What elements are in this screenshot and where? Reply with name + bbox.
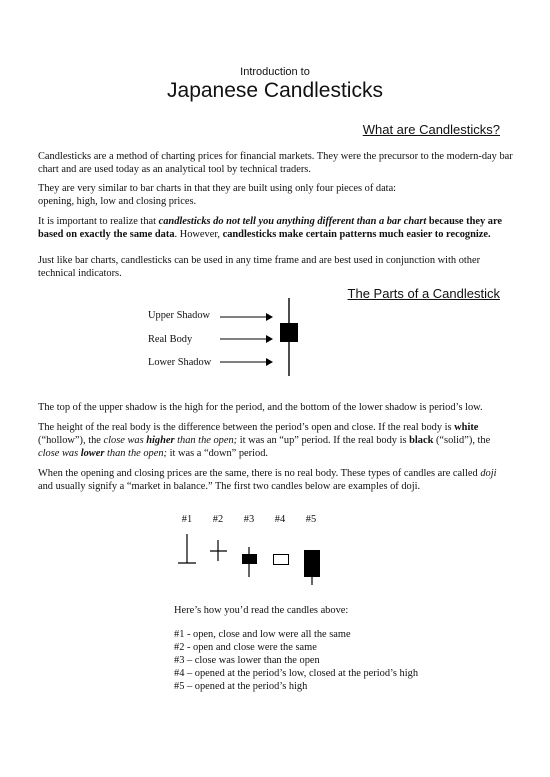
examples-intro: Here’s how you’d read the candles above: — [174, 605, 349, 616]
candle-number-2: #2 — [212, 514, 224, 525]
text-run: it was an “up” period. If the real body is — [237, 435, 410, 446]
emphasis-text: black — [409, 435, 434, 446]
arrowhead-real-body — [266, 335, 273, 343]
candle-number-1: #1 — [181, 514, 193, 525]
emphasis-text: candlesticks do not tell you anything different than a bar chart — [158, 216, 427, 227]
candle-number-3: #3 — [243, 514, 255, 525]
list-item: #3 – close was lower than the open — [174, 655, 320, 666]
text-run: The height of the real body is the difference between the period’s open and close. If the real body is — [38, 422, 455, 433]
example-candles-diagram — [170, 530, 330, 590]
text-run: When the opening and closing prices are the same, there is no real body. These types of candles are called — [38, 468, 481, 479]
emphasis-text: close was — [103, 435, 147, 446]
real-body-rect — [280, 323, 298, 342]
label-real-body: Real Body — [148, 334, 193, 345]
label-lower-shadow: Lower Shadow — [148, 357, 212, 368]
document-title: Japanese Candlesticks — [167, 79, 383, 102]
text-run: and usually signify a “market in balance.” The first two candles below are examples of doji. — [38, 481, 421, 492]
parts-paragraph-3 — [38, 467, 514, 493]
list-item: #4 – opened at the period’s low, closed at the period’s high — [174, 668, 419, 679]
intro-subtitle: Introduction to — [240, 66, 310, 78]
text-run: (“hollow”), the — [38, 435, 104, 446]
what-paragraph-2-line-1: They are very similar to bar charts in that they are built using only four pieces of data: — [38, 183, 397, 194]
emphasis-text: candlesticks make certain patterns much easier to recognize. — [222, 229, 491, 240]
list-item: #1 - open, close and low were all the same — [174, 629, 351, 640]
list-item: #2 - open and close were the same — [174, 642, 317, 653]
text-run: . However, — [174, 229, 223, 240]
section-heading-what: What are Candlesticks? — [362, 122, 500, 137]
text-run: (“solid”), the — [433, 435, 491, 446]
emphasis-text: than the open; — [104, 448, 168, 459]
label-upper-shadow: Upper Shadow — [148, 310, 211, 321]
arrowhead-lower-shadow — [266, 358, 273, 366]
emphasis-text: close was — [38, 448, 81, 459]
section-heading-parts: The Parts of a Candlestick — [347, 286, 500, 301]
candle-number-4: #4 — [274, 514, 286, 525]
candle-3-body — [242, 554, 257, 564]
text-run: it was a “down” period. — [167, 448, 269, 459]
text-run: It is important to realize that — [38, 216, 159, 227]
list-item: #5 – opened at the period’s high — [174, 681, 308, 692]
emphasis-text: higher — [146, 435, 175, 446]
what-paragraph-2-line-2: opening, high, low and closing prices. — [38, 196, 197, 207]
emphasis-text: than the open; — [174, 435, 238, 446]
what-paragraph-1: Candlesticks are a method of charting prices for financial markets. They were the precursor to the modern-day bar chart and are used today as an analytical tool by technical traders. — [38, 151, 513, 175]
parts-paragraph-2 — [38, 421, 514, 460]
emphasis-text: doji — [480, 468, 497, 479]
emphasis-text: because they are based on exactly the same data — [38, 216, 502, 240]
candle-5-body — [304, 550, 320, 577]
candle-number-5: #5 — [305, 514, 317, 525]
what-paragraph-2 — [38, 182, 514, 208]
arrowhead-upper-shadow — [266, 313, 273, 321]
what-paragraph-4: Just like bar charts, candlesticks can be used in any time frame and are best used in conjunction with other technical indicators. — [38, 255, 481, 279]
emphasis-text: white — [454, 422, 479, 433]
parts-paragraph-1: The top of the upper shadow is the high for the period, and the bottom of the lower shadow is period’s low. — [38, 402, 483, 413]
examples-list — [174, 628, 418, 693]
emphasis-text: lower — [80, 448, 105, 459]
candlestick-parts-diagram — [210, 296, 320, 386]
what-paragraph-3 — [38, 215, 514, 241]
candle-4-body — [274, 555, 289, 565]
